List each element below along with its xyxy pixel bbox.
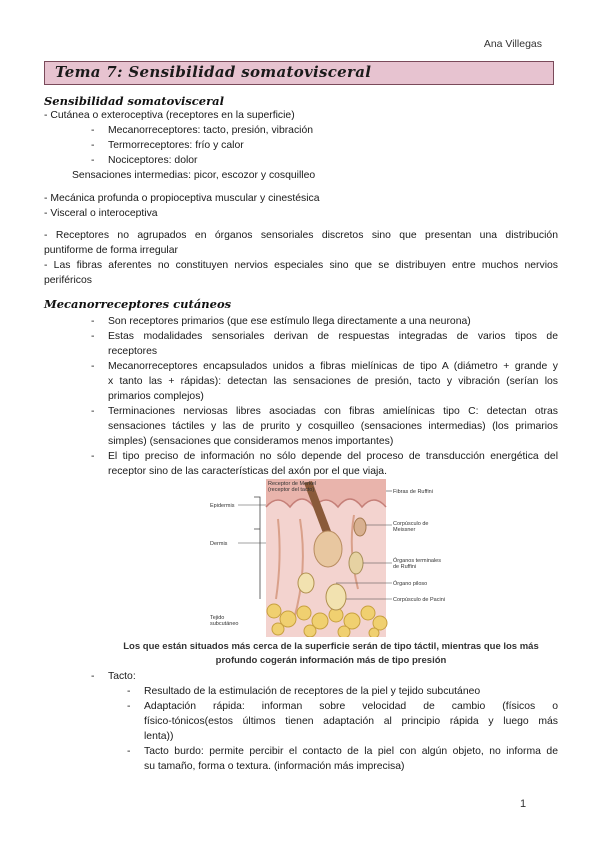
cutanea-line: - Cutánea o exteroceptiva (receptores en la superficie) <box>44 110 295 121</box>
list-item: Nociceptores: dolor <box>108 155 198 166</box>
intermedias-line: Sensaciones intermedias: picor, escozor y cosquilleo <box>72 170 316 181</box>
sub-list-item: Tacto burdo: permite percibir el contacto de la piel con algún objeto, no informa de <box>144 746 558 757</box>
label-subcut: Tejido <box>210 615 225 621</box>
list-item: sensaciones táctiles y las de prurito y cosquilleo (sensaciones intermedias) (los primarios <box>108 421 558 432</box>
page-number: 1 <box>520 798 527 810</box>
sub-list-item: Adaptación rápida: informan sobre velocidad de cambio (físicos o <box>144 701 558 712</box>
list-item: primarios complejos) <box>108 391 204 402</box>
label-dermis: Dermis <box>210 541 228 547</box>
paragraph-line: - Receptores no agrupados en órganos sensoriales discretos sino que presentan una distribución <box>44 230 558 241</box>
label-merkel: Receptor de Merkel <box>268 481 316 487</box>
bullet-dash: - <box>91 125 95 136</box>
bullet-dash: - <box>91 140 95 151</box>
list-item: x tanto las + rápidas): detectan las sensaciones de presión, tacto y vibración (serían los <box>108 376 558 387</box>
caption-line: profundo cogerán información más de tipo presión <box>215 655 447 666</box>
bullet-dash: - <box>91 406 95 417</box>
label-meissner-2: Meissner <box>393 527 416 533</box>
label-organ: Órganos terminales <box>393 558 441 564</box>
list-item: Mecanorreceptores: tacto, presión, vibración <box>108 125 314 136</box>
ruffini-organ <box>349 552 363 574</box>
label-subcut-2: subcutáneo <box>210 621 239 627</box>
bullet-dash: - <box>91 316 95 327</box>
list-item: simples) (sensaciones que consideramos menos importantes) <box>108 436 394 447</box>
section-heading-mecanorreceptores: Mecanorreceptores cutáneos <box>44 297 232 311</box>
sub-list-item: lenta)) <box>144 731 174 742</box>
list-item: receptores <box>108 346 158 357</box>
bullet-dash: - <box>91 671 95 682</box>
bullet-dash: - <box>91 361 95 372</box>
list-item: Mecanorreceptores encapsulados unidos a fibras mielínicas de tipo A (diámetro + grande y <box>108 361 558 372</box>
label-organ-2: de Ruffini <box>393 564 417 570</box>
hair-follicle <box>314 531 342 567</box>
label-epidermis: Epidermis <box>210 503 235 509</box>
sub-list-item: Resultado de la estimulación de receptores de la piel y tejido subcutáneo <box>144 686 481 697</box>
list-item-tacto: Tacto: <box>108 671 136 682</box>
label-pacini: Corpúsculo de Pacini <box>393 597 445 603</box>
pacini-corpuscle <box>326 584 346 610</box>
sub-list-item: físico-tónicos(estos últimos tienen adaptación al principio rápida y luego más <box>144 716 558 727</box>
label-hair-organ: Órgano piloso <box>393 581 428 587</box>
bullet-dash: - <box>91 451 95 462</box>
mecanica-line: - Mecánica profunda o propioceptiva muscular y cinestésica <box>44 193 320 204</box>
pacini-corpuscle <box>298 573 314 593</box>
paragraph-line: puntiforme de forma irregular <box>44 245 178 256</box>
list-item: receptor sino de las características del axón por el que viaja. <box>108 466 387 477</box>
list-item: Termorreceptores: frío y calor <box>108 140 244 151</box>
list-item: Terminaciones nerviosas libres asociadas con fibras amielínicas tipo C: detectan otras <box>108 406 558 417</box>
label-ruffini-fibers: Fibras de Ruffini <box>393 489 433 495</box>
label-meissner: Corpúsculo de <box>393 521 429 527</box>
bullet-dash: - <box>127 746 131 757</box>
layer-bracket <box>254 497 260 599</box>
bullet-dash: - <box>91 331 95 342</box>
bullet-dash: - <box>91 155 95 166</box>
skin-receptors-figure <box>208 479 460 637</box>
bullet-dash: - <box>127 701 131 712</box>
paragraph-line: periféricos <box>44 275 92 286</box>
author-name: Ana Villegas <box>483 38 542 50</box>
figure-caption <box>108 640 554 668</box>
meissner-corpuscle <box>354 518 366 536</box>
paragraph-line: - Las fibras aferentes no constituyen nervios especiales sino que se distribuyen entre muchos nervios <box>44 260 558 271</box>
list-item: Son receptores primarios (que ese estímulo llega directamente a una neurona) <box>108 316 471 327</box>
title-banner <box>44 61 554 85</box>
visceral-line: - Visceral o interoceptiva <box>44 208 158 219</box>
bullet-dash: - <box>127 686 131 697</box>
caption-line: Los que están situados más cerca de la superficie serán de tipo táctil, mientras que los más <box>123 641 539 652</box>
list-item: El tipo preciso de información no sólo depende del proceso de transducción energética del <box>108 451 558 462</box>
section-heading-sensibilidad: Sensibilidad somatovisceral <box>44 94 224 108</box>
label-merkel-2: (receptor del tacto) <box>268 487 315 493</box>
list-item: Estas modalidades sensoriales derivan de respuestas integradas de varios tipos de <box>108 331 558 342</box>
sub-list-item: su tamaño, forma o textura. (información más imprecisa) <box>144 761 405 772</box>
page-title: Tema 7: Sensibilidad somatovisceral <box>55 63 372 81</box>
